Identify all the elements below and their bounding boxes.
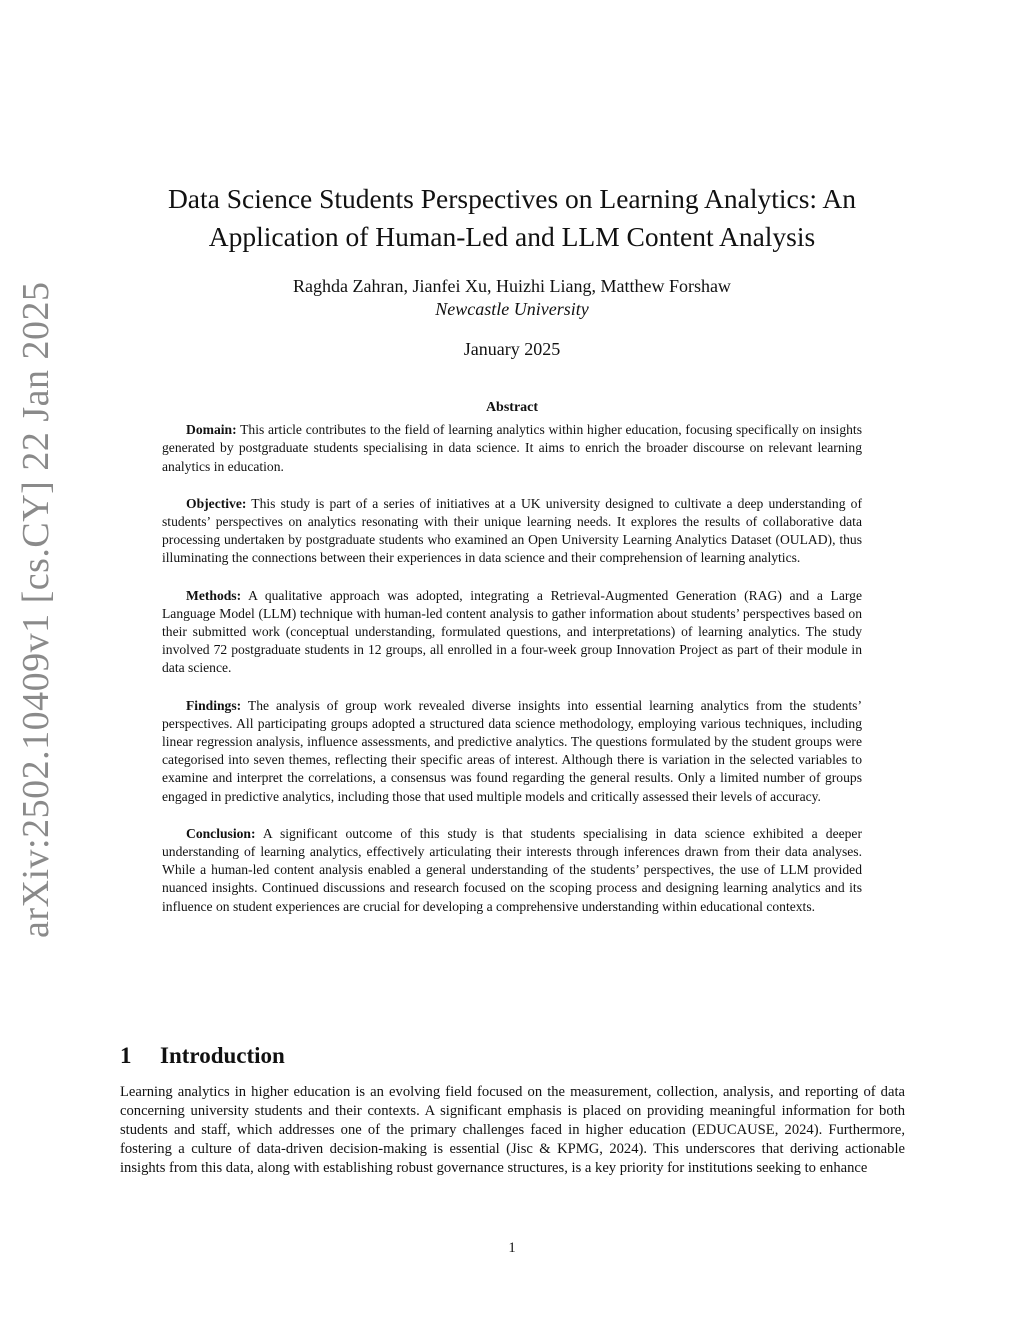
abstract-findings-paragraph <box>162 697 862 806</box>
abstract-objective-text: This study is part of a series of initiatives at a UK university designed to cultivate a deep understanding of students’ perspectives on analytics resonating with their unique learning needs. It explores the results of collaborative data processing undertaken by postgraduate students who examined an Open University Learning Analytics Dataset (OULAD), thus illuminating the connections between their experiences in data science and their comprehension of learning analytics. <box>162 495 862 566</box>
abstract-objective-label: Objective: <box>186 495 247 511</box>
section-heading-introduction <box>120 1040 910 1072</box>
abstract <box>162 399 862 935</box>
affiliation: Newcastle University <box>435 299 589 319</box>
abstract-domain-paragraph <box>162 421 862 476</box>
page-number: 1 <box>508 1240 516 1256</box>
author-list: Raghda Zahran, Jianfei Xu, Huizhi Liang, Matthew Forshaw <box>293 276 731 296</box>
paper-title: Data Science Students Perspectives on Learning Analytics: An Application of Human-Led and LLM Content Analysis <box>167 183 857 252</box>
abstract-domain-text: This article contributes to the field of learning analytics within higher education, focusing specifically on insights generated by postgraduate students specialising in data science. It aims to enrich the broader discourse on relevant learning analytics in education. <box>162 422 862 474</box>
introduction-paragraph: Learning analytics in higher education is an evolving field focused on the measurement, collection, analysis, and reporting of data concerning university students and their contexts. A significant emphasis is placed on providing meaningful information for both students and staff, which addresses one of the primary challenges faced in higher education (EDUCAUSE, 2024). Furthermore, fostering a culture of data-driven decision-making is essential (Jisc & KPMG, 2024). This underscores that deriving actionable insights from this data, along with establishing robust governance structures, is a key priority for institutions seeking to enhance <box>120 1084 905 1176</box>
section-number: 1 <box>120 1043 132 1068</box>
abstract-methods-text: A qualitative approach was adopted, integrating a Retrieval-Augmented Generation (RAG) and a Large Language Model (LLM) technique with human-led content analysis to gather information about students’ perspectives based on their submitted work (conceptual understanding, formulated questions, and interpretations) of learning analytics. The study involved 72 postgraduate students in 12 groups, all enrolled in a four-week group Innovation Project as part of their module in data science. <box>162 587 862 676</box>
abstract-conclusion-paragraph <box>162 825 862 916</box>
publication-date: January 2025 <box>463 339 561 359</box>
abstract-conclusion-label: Conclusion: <box>186 825 256 841</box>
abstract-conclusion-text: A significant outcome of this study is that students specialising in data science exhibited a deeper understanding of learning analytics, effectively articulating their interests through inferences drawn from their data analyses. While a human-led content analysis enabled a general understanding of the students’ perspectives, the use of LLM provided nuanced insights. Continued discussions and research focused on the scoping process and designing learning analytics and its influence on student experiences are crucial for developing a comprehensive understanding within educational contexts. <box>162 825 862 914</box>
section-title: Introduction <box>160 1043 285 1068</box>
abstract-domain-label: Domain: <box>186 422 237 438</box>
abstract-methods-label: Methods: <box>186 587 242 603</box>
abstract-heading: Abstract <box>485 400 539 415</box>
abstract-findings-label: Findings: <box>186 697 242 713</box>
abstract-findings-text: The analysis of group work revealed diverse insights into essential learning analytics from the students’ perspectives. All participating groups adopted a structured data science methodology, employing various techniques, including linear regression analysis, influence assessments, and predictive analytics. The questions formulated by the student groups were categorised into seven themes, reflecting their specific areas of interest. Although there is variation in the selected variables to examine and interpret the correlations, a consensus was found regarding the general results. Only a limited number of groups engaged in predictive analytics, including those that used multiple models and critically assessed their levels of accuracy. <box>162 697 862 804</box>
arxiv-identifier: arXiv:2502.10409v1 [cs.CY] 22 Jan 2025 <box>15 281 57 938</box>
abstract-methods-paragraph <box>162 587 862 678</box>
abstract-objective-paragraph <box>162 495 862 568</box>
